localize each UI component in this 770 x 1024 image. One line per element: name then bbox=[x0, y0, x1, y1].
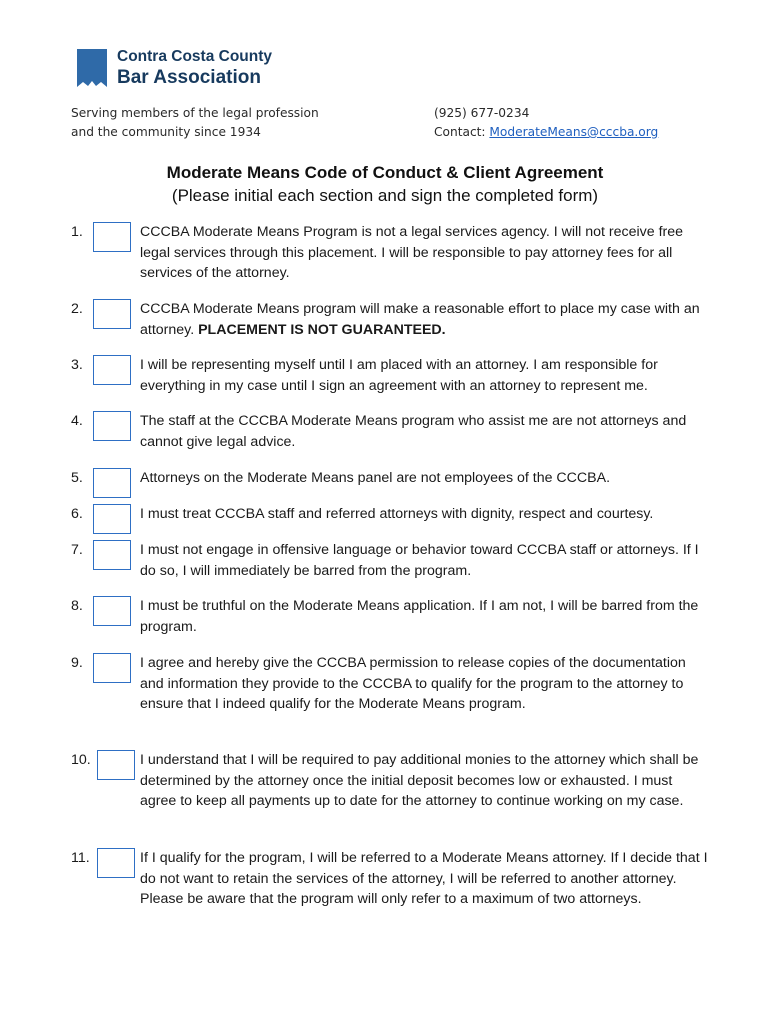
initial-input[interactable] bbox=[93, 596, 131, 626]
item-text-bold: PLACEMENT IS NOT GUARANTEED. bbox=[198, 321, 446, 338]
item-text: I will be representing myself until I am placed with an attorney. I am responsible for everything in my case until I sign an agreement with an attorney to represent me. bbox=[140, 357, 658, 394]
phone-number: (925) 677-0234 bbox=[434, 106, 530, 120]
tagline bbox=[71, 104, 319, 142]
item-text: I must not engage in offensive language or behavior toward CCCBA staff or attorneys. If I do so, I will immediately be barred from the program. bbox=[140, 542, 699, 579]
item-number: 7. bbox=[71, 542, 83, 558]
initial-input[interactable] bbox=[93, 222, 131, 252]
contact-line bbox=[434, 123, 658, 142]
item-number: 5. bbox=[71, 470, 83, 486]
item-number: 10. bbox=[71, 752, 91, 768]
org-name bbox=[117, 47, 272, 89]
item-text: CCCBA Moderate Means Program is not a legal services agency. I will not receive free legal services through this placement. I will be responsible to pay attorney fees for all services of the attorney. bbox=[140, 224, 684, 282]
org-name-line1: Contra Costa County bbox=[117, 48, 272, 65]
initial-input[interactable] bbox=[93, 468, 131, 498]
bookmark-logo-icon bbox=[77, 49, 107, 87]
initial-input[interactable] bbox=[97, 750, 135, 780]
item-text: If I qualify for the program, I will be referred to a Moderate Means attorney. If I decide that I do not want to retain the services of the attorney, I will be referred to another attorney. Please be aware that the program will only refer to a maximum of two attorneys. bbox=[140, 850, 708, 908]
item-number: 3. bbox=[71, 357, 83, 373]
initial-input[interactable] bbox=[97, 848, 135, 878]
email-link[interactable]: ModerateMeans@cccba.org bbox=[489, 125, 659, 139]
item-number: 8. bbox=[71, 598, 83, 614]
item-text: The staff at the CCCBA Moderate Means program who assist me are not attorneys and cannot give legal advice. bbox=[140, 413, 687, 450]
initial-input[interactable] bbox=[93, 355, 131, 385]
item-number: 11. bbox=[71, 850, 90, 866]
item-text-plain: CCCBA Moderate Means program will make a reasonable effort to place my case with an attorney. bbox=[140, 301, 700, 338]
item-number: 1. bbox=[71, 224, 83, 240]
initial-input[interactable] bbox=[93, 411, 131, 441]
page-title: Moderate Means Code of Conduct & Client Agreement bbox=[166, 163, 604, 182]
item-number: 2. bbox=[71, 301, 83, 317]
initial-input[interactable] bbox=[93, 504, 131, 534]
item-text: I must be truthful on the Moderate Means application. If I am not, I will be barred from the program. bbox=[140, 598, 699, 635]
item-text: I agree and hereby give the CCCBA permission to release copies of the documentation and information they provide to the CCCBA to qualify for the program to the attorney to ensure that I indeed qualify for the Moderate Means program. bbox=[140, 655, 686, 713]
page-subtitle: (Please initial each section and sign the completed form) bbox=[171, 186, 599, 205]
item-text: I understand that I will be required to pay additional monies to the attorney which shall be determined by the attorney once the initial deposit becomes low or exhausted. I must agree to keep all payments up to date for the attorney to continue working on my case. bbox=[140, 752, 699, 810]
item-text: I must treat CCCBA staff and referred attorneys with dignity, respect and courtesy. bbox=[140, 506, 654, 522]
item-text bbox=[140, 299, 712, 340]
item-text: Attorneys on the Moderate Means panel are not employees of the CCCBA. bbox=[140, 470, 611, 486]
contact-block bbox=[434, 104, 658, 142]
contact-label: Contact: bbox=[434, 125, 490, 139]
form-title bbox=[0, 161, 770, 207]
org-name-line2: Bar Association bbox=[117, 67, 261, 88]
tagline-line2: and the community since 1934 bbox=[71, 125, 261, 139]
initial-input[interactable] bbox=[93, 653, 131, 683]
item-number: 9. bbox=[71, 655, 83, 671]
tagline-line1: Serving members of the legal profession bbox=[71, 106, 319, 120]
item-number: 4. bbox=[71, 413, 83, 429]
initial-input[interactable] bbox=[93, 299, 131, 329]
initial-input[interactable] bbox=[93, 540, 131, 570]
item-number: 6. bbox=[71, 506, 83, 522]
